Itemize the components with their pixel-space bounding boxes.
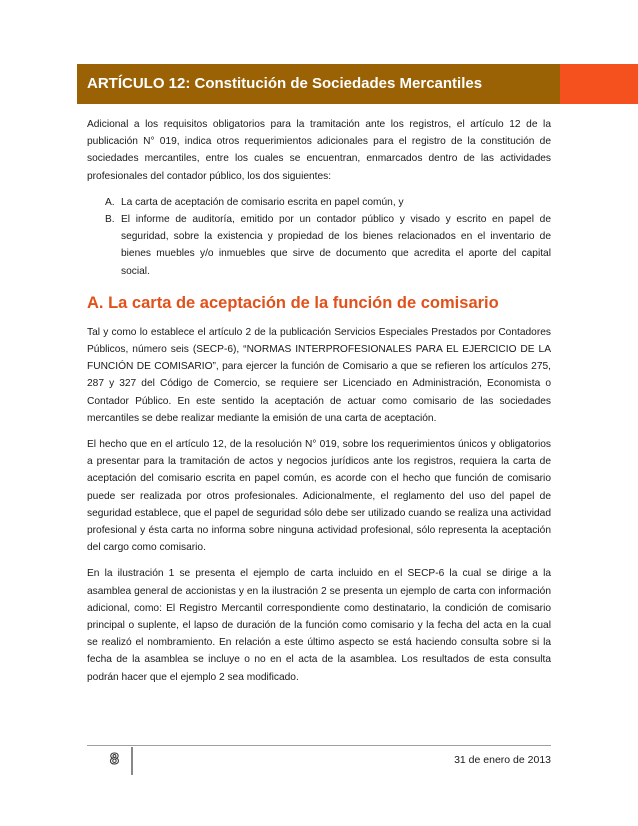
article-title: ARTÍCULO 12: Constitución de Sociedades Mercantiles xyxy=(87,75,483,92)
list-item-text: El informe de auditoría, emitido por un contador público y visado y escrito en papel de seguridad, sobre la existencia y propiedad de los bienes relacionados en el inventario de bienes muebles y/o inmuebles que sirve de documento que acredita el aporte del capital social. xyxy=(121,214,551,277)
requirements-list xyxy=(87,194,551,280)
page-number: 8 xyxy=(110,751,119,768)
footer-divider xyxy=(131,747,133,775)
section-heading: A. La carta de aceptación de la función de comisario xyxy=(87,293,499,312)
document-body xyxy=(87,116,551,695)
footer-date: 31 de enero de 2013 xyxy=(454,754,551,766)
intro-paragraph: Adicional a los requisitos obligatorios para la tramitación ante los registros, el artículo 12 de la publicación N° 019, indica otros requerimientos adicionales para el registro de la constitución de sociedades mercantiles, entre los cuales se encuentran, enmarcados dentro de las actividades profesionales del contador público, los dos siguientes: xyxy=(87,119,551,182)
body-paragraph: El hecho que en el artículo 12, de la resolución N° 019, sobre los requerimientos únicos y obligatorios a presentar para la tramitación de actos y negocios jurídicos ante los registros, requiera la carta de aceptación del comisario escrita en papel común, es acorde con el hecho que función de comisario puede ser realizada por otros profesionales. Adicionalmente, el reglamento del uso del papel de seguridad establece, que el papel de seguridad sólo debe ser utilizado cuando se realiza una actividad profesional y ésta carta no informa sobre ninguna actividad profesional, sólo representa la aceptación del cargo como comisario. xyxy=(87,439,551,554)
list-item-text: La carta de aceptación de comisario escrita en papel común, y xyxy=(121,196,404,208)
list-item xyxy=(87,194,551,211)
footer-rule xyxy=(87,745,551,746)
header-accent-block xyxy=(560,64,638,104)
body-paragraph: En la ilustración 1 se presenta el ejemplo de carta incluido en el SECP-6 la cual se dirige a la asamblea general de accionistas y en la ilustración 2 se presenta un ejemplo de carta con información adicional, como: El Registro Mercantil correspondiente como destinatario, la condición de comisario principal o suplente, el lapso de duración de la función como comisario y la fecha del acta en la cual se realizó el nombramiento. En relación a este último aspecto se está haciendo consulta sobre si la fecha de la asamblea se incluye o no en el acta de la asamblea. Los resultados de esta consulta podrán hacer que el ejemplo 2 sea modificado. xyxy=(87,568,551,683)
list-item xyxy=(87,211,551,280)
list-marker: A. xyxy=(105,196,115,208)
list-marker: B. xyxy=(105,214,115,226)
body-paragraph: Tal y como lo establece el artículo 2 de la publicación Servicios Especiales Prestados por Contadores Públicos, número seis (SECP-6), “NORMAS INTERPROFESIONALES PARA EL EJERCICIO DE LA FUNCIÓN DE COMISARIO”, para ejercer la función de Comisario a que se refieren los artículos 275, 287 y 327 del Código de Comercio, se requiere ser Licenciado en Administración, Economista o Contador Público. En este sentido la aceptación de actuar como comisario de las sociedades mercantiles se debe realizar mediante la emisión de una carta de aceptación. xyxy=(87,326,551,424)
